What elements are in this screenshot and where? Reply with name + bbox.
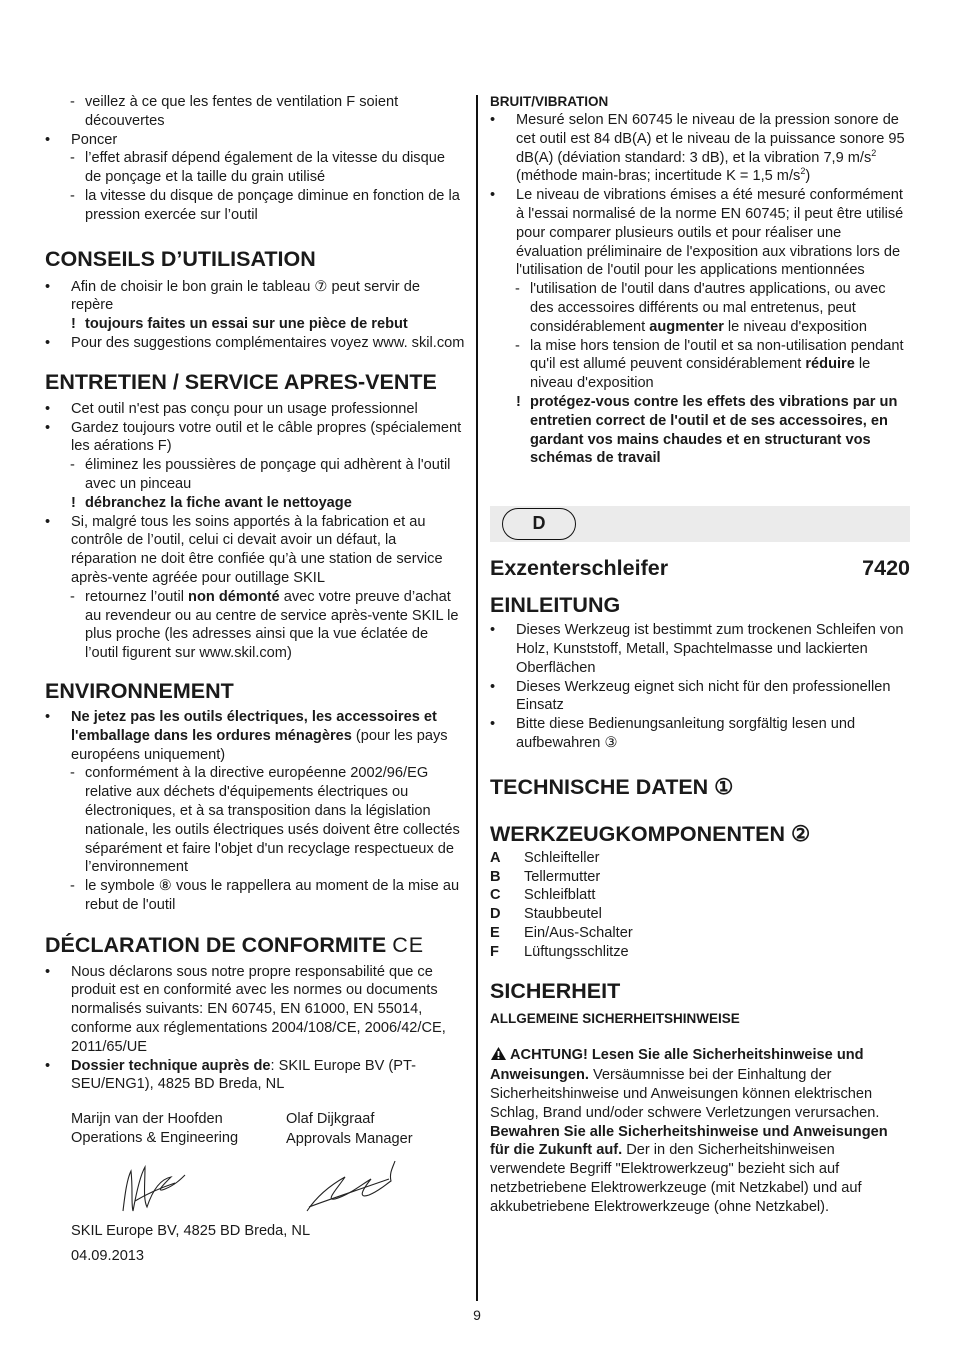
language-banner <box>490 506 910 542</box>
signature-2 <box>307 1161 395 1211</box>
section-heading-environnement: ENVIRONNEMENT <box>45 678 234 703</box>
page-number: 9 <box>473 1307 481 1323</box>
signatory-role: Approvals Manager <box>286 1131 413 1148</box>
list-item: • Mesuré selon EN 60745 le niveau de la pression sonore de cet outil est 84 dB(A) et le niveau de la puissance sonore 95 dB(A) (déviation standard: 3 dB), et la vibration 7,9 $m/s^2$ (méthode main-bras; incertitude K = 1,5 $m/s^2$) <box>490 111 910 186</box>
language-badge: D <box>502 508 576 540</box>
list-item: • Poncer <box>45 131 465 150</box>
list-item: • Nous déclarons sous notre propre responsabilité que ce produit est en conformité avec les normes ou documents normalisés suivants: EN 60745, EN 61000, EN 55014, conforme aux réglementations 2004/108/CE, 2006/42/CE, 2011/65/UE <box>45 963 465 1057</box>
section-heading-conseils: CONSEILS D’UTILISATION <box>45 246 316 271</box>
list-item: - éliminez les poussières de ponçage qui adhèrent à l'outil avec un pinceau <box>45 456 465 494</box>
list-item: • Bitte diese Bedienungsanleitung sorgfältig lesen und aufbewahren ③ <box>490 715 910 753</box>
list-item: - la vitesse du disque de ponçage diminue en fonction de la pression exercée sur l’outil <box>45 187 465 225</box>
safety-warning-paragraph: ACHTUNG! Lesen Sie alle Sicherheitshinweise und Anweisungen. Versäumnisse bei der Einhaltung der Sicherheitshinweise und Anweisungen können elektrischen Schlag, Brand und/oder schwere Verletzungen verursachen. Bewahren Sie alle Sicherheitshinweise und Anweisungen für die Zukunft auf. Der in den Sicherheitshinweisen verwendete Begriff "Elektrowerkzeug" bezieht sich auf netzbetriebene Elektrowerkzeuge (mit Netzkabel) und auf akkubetriebene Elektrowerkzeuge (ohne Netzkabel). <box>490 1046 888 1215</box>
product-model: 7420 <box>862 556 910 581</box>
list-item: - retournez l’outil non démonté avec votre preuve d’achat au revendeur ou au centre de service après-vente SKIL le plus proche (les adresses ainsi que la vue éclatée de l’outil figurent sur www.skil.com) <box>45 588 465 663</box>
list-item: - l’effet abrasif dépend également de la vitesse du disque de ponçage et la taille du grain utilisé <box>45 149 465 187</box>
product-title <box>490 555 910 581</box>
signatory-name: Olaf Dijkgraaf <box>286 1111 375 1128</box>
section-heading-sicherheit: SICHERHEIT <box>490 978 621 1003</box>
signature-1 <box>123 1167 185 1211</box>
list-item: • Pour des suggestions complémentaires voyez www. skil.com <box>45 334 465 353</box>
signatories <box>45 1110 465 1149</box>
section-heading-declaration: DÉCLARATION DE CONFORMITE CE <box>45 932 425 957</box>
list-item: • Ne jetez pas les outils électriques, les accessoires et l'emballage dans les ordures ménagères (pour les pays européens uniquement) <box>45 708 465 764</box>
list-item: B Tellermutter <box>490 868 601 885</box>
section-heading-einleitung: EINLEITUNG <box>490 593 621 618</box>
signatures <box>45 1149 465 1221</box>
column-divider <box>476 95 478 1301</box>
product-name: Exzenterschleifer <box>490 556 669 581</box>
right-column <box>490 93 910 1217</box>
list-item: - le symbole ⑧ vous le rappellera au moment de la mise au rebut de l'outil <box>45 877 465 915</box>
ce-mark: CE <box>392 932 425 957</box>
signatory-role: Operations & Engineering <box>71 1130 239 1147</box>
signatory-name: Marijn van der Hoofden <box>71 1111 223 1128</box>
list-item: - l'utilisation de l'outil dans d'autres applications, ou avec des accessoires différents ou mal entretenus, peut considérablement augmenter le niveau d'exposition <box>490 280 910 336</box>
list-item: • Cet outil n'est pas conçu pour un usage professionnel <box>45 400 465 419</box>
top-items <box>45 93 465 225</box>
list-item: • Gardez toujours votre outil et le câble propres (spécialement les aérations F) <box>45 419 465 457</box>
list-item: • Dossier technique auprès de: SKIL Europe BV (PT-SEU/ENG1), 4825 BD Breda, NL <box>45 1057 465 1095</box>
section-heading-entretien: ENTRETIEN / SERVICE APRES-VENTE <box>45 369 437 394</box>
subheading-allgemeine: ALLGEMEINE SICHERHEITSHINWEISE <box>490 1010 740 1026</box>
list-item: • Le niveau de vibrations émises a été mesuré conformément à l'essai normalisé de la norme EN 60745; il peut être utilisé pour comparer plusieurs outils et pour réaliser une évaluation préliminaire de l'exposition aux vibrations lors de l'utilisation de l'outil pour les applications mentionnées <box>490 186 910 280</box>
warning-item: ! toujours faites un essai sur une pièce de rebut <box>45 315 465 334</box>
list-item: • Afin de choisir le bon grain le tableau ⑦ peut servir de repère <box>45 278 465 316</box>
list-item: E Ein/Aus-Schalter <box>490 924 633 941</box>
section-heading-komponenten: WERKZEUGKOMPONENTEN ② <box>490 821 811 846</box>
left-column <box>45 93 465 1265</box>
list-item: - conformément à la directive européenne 2002/96/EG relative aux déchets d'équipements électriques ou électroniques, et à sa transposition dans la législation nationale, les outils électriques usés doivent être collectés séparément et faire l'objet d'un recyclage respectueux de l’environnement <box>45 764 465 877</box>
section-heading-technische-daten: TECHNISCHE DATEN ① <box>490 774 734 799</box>
warning-item: ! débranchez la fiche avant le nettoyage <box>45 494 465 513</box>
warning-triangle-icon <box>490 1046 507 1067</box>
list-item: - veillez à ce que les fentes de ventilation F soient découvertes <box>45 93 465 131</box>
components-list <box>490 849 910 962</box>
list-item: - la mise hors tension de l'outil et sa non-utilisation pendant qu'il est allumé peuvent considérablement réduire le niveau d'exposition <box>490 337 910 393</box>
list-item: F Lüftungsschlitze <box>490 943 629 960</box>
list-item: • Dieses Werkzeug ist bestimmt zum trockenen Schleifen von Holz, Kunststoff, Metall, Spachtelmasse und lackierten Oberflächen <box>490 621 910 677</box>
list-item: • Si, malgré tous les soins apportés à la fabrication et au contrôle de l’outil, celui ci devait avoir un défaut, la réparation ne doit être confiée qu’à une station de service après-vente agréée pour outillage SKIL <box>45 513 465 588</box>
section-heading-bruit: BRUIT/VIBRATION <box>490 94 609 109</box>
list-item: D Staubbeutel <box>490 906 602 923</box>
company-address: SKIL Europe BV, 4825 BD Breda, NL <box>71 1222 311 1239</box>
list-item: • Dieses Werkzeug eignet sich nicht für den professionellen Einsatz <box>490 678 910 716</box>
list-item: A Schleifteller <box>490 849 600 866</box>
declaration-date: 04.09.2013 <box>71 1247 145 1264</box>
list-item: C Schleifblatt <box>490 887 596 904</box>
warning-item: ! protégez-vous contre les effets des vibrations par un entretien correct de l'outil et de ses accessoires, en gardant vos mains chaudes et en structurant vos schémas de travail <box>490 393 910 468</box>
